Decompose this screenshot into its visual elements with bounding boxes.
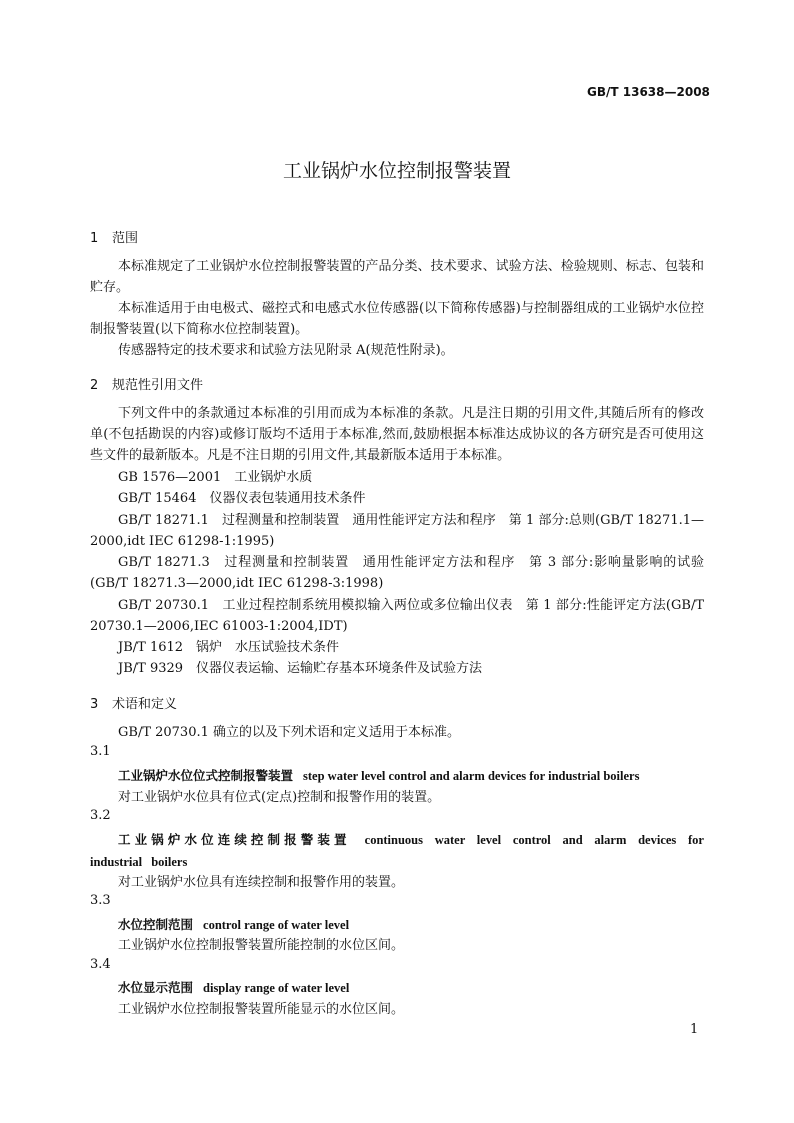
reference-item: GB/T 18271.3 过程测量和控制装置 通用性能评定方法和程序 第 3 部分:影响量影响的试验(GB/T 18271.3—2000,idt IEC 61298-3:1998): [90, 555, 704, 591]
term-en: step water level control and alarm devices for industrial boilers: [303, 769, 640, 783]
section-3-heading: [90, 693, 177, 712]
page-title: 工业锅炉水位控制报警装置: [282, 160, 511, 182]
term-title: [118, 766, 639, 784]
reference-item: GB 1576—2001 工业锅炉水质: [118, 470, 313, 485]
section-title: 范围: [112, 231, 139, 246]
reference-item: GB/T 15464 仪器仪表包装通用技术条件: [118, 491, 366, 506]
section-2-heading: [90, 374, 203, 393]
term-definition: 工业锅炉水位控制报警装置所能显示的水位区间。: [118, 1002, 405, 1017]
term-title: [118, 915, 349, 933]
section-number: 3: [90, 697, 99, 712]
paragraph: 下列文件中的条款通过本标准的引用而成为本标准的条款。凡是注日期的引用文件,其随后所有的修改单(不包括勘误的内容)或修订版均不适用于本标准,然而,鼓励根据本标准达成协议的各方研究是否可使用这些文件的最新版本。凡是不注日期的引用文件,其最新版本适用于本标准。: [90, 406, 704, 463]
term-zh: 工业锅炉水位位式控制报警装置: [118, 768, 294, 783]
section-title: 规范性引用文件: [112, 378, 204, 393]
term-en: continuous water level control and alarm devices for industrial boilers: [90, 833, 704, 869]
section-number: 1: [90, 231, 99, 246]
term-number: 3.4: [90, 957, 111, 972]
term-en: control range of water level: [203, 918, 350, 932]
standard-code: GB/T 13638—2008: [587, 85, 710, 99]
term-zh: 水位控制范围: [118, 917, 194, 932]
section-title: 术语和定义: [112, 697, 178, 712]
paragraph: 本标准规定了工业锅炉水位控制报警装置的产品分类、技术要求、试验方法、检验规则、标志、包装和贮存。: [90, 259, 704, 295]
term-number: 3.3: [90, 893, 111, 908]
term-definition: 对工业锅炉水位具有连续控制和报警作用的装置。: [118, 875, 405, 890]
section-number: 2: [90, 378, 99, 393]
reference-item: GB/T 20730.1 工业过程控制系统用模拟输入两位或多位输出仪表 第 1 部分:性能评定方法(GB/T 20730.1—2006,IEC 61003-1:2004,IDT): [90, 598, 704, 634]
term-number: 3.2: [90, 808, 111, 823]
term-definition: 对工业锅炉水位具有位式(定点)控制和报警作用的装置。: [118, 790, 441, 805]
paragraph: 本标准适用于由电极式、磁控式和电感式水位传感器(以下简称传感器)与控制器组成的工业锅炉水位控制报警装置(以下简称水位控制装置)。: [90, 301, 704, 337]
term-zh: 工业锅炉水位连续控制报警装置: [118, 832, 351, 847]
paragraph: 传感器特定的技术要求和试验方法见附录 A(规范性附录)。: [118, 343, 454, 358]
term-definition: 工业锅炉水位控制报警装置所能控制的水位区间。: [118, 938, 405, 953]
reference-item: JB/T 9329 仪器仪表运输、运输贮存基本环境条件及试验方法: [118, 661, 483, 676]
term-title: [90, 829, 704, 873]
term-title: [118, 978, 349, 996]
page-number: 1: [690, 1022, 699, 1037]
term-en: display range of water level: [203, 981, 350, 995]
section-1-heading: [90, 227, 138, 246]
reference-item: JB/T 1612 锅炉 水压试验技术条件: [118, 640, 340, 655]
term-number: 3.1: [90, 744, 111, 759]
reference-item: GB/T 18271.1 过程测量和控制装置 通用性能评定方法和程序 第 1 部分:总则(GB/T 18271.1—2000,idt IEC 61298-1:1995): [90, 513, 704, 549]
paragraph: GB/T 20730.1 确立的以及下列术语和定义适用于本标准。: [118, 725, 461, 740]
term-zh: 水位显示范围: [118, 980, 194, 995]
